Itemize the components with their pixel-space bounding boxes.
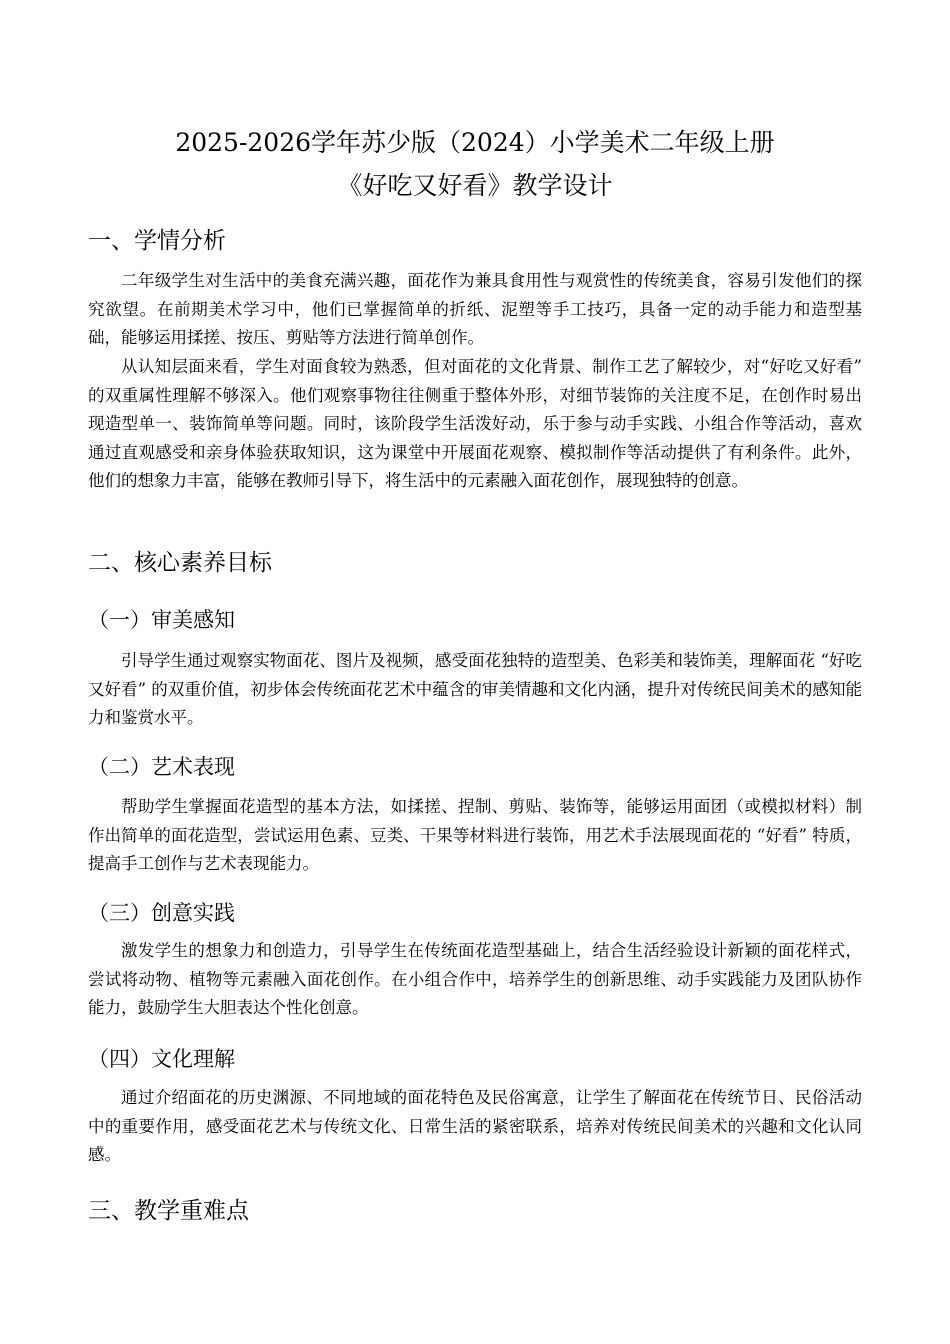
section-heading-key-difficulties: 三、教学重难点 bbox=[88, 1198, 249, 1224]
paragraph-creative-practice: 激发学生的想象力和创造力，引导学生在传统面花造型基础上，结合生活经验设计新颖的面花样式，尝试将动物、植物等元素融入面花创作。在小组合作中，培养学生的创新思维、动手实践能力及团队协作能力，鼓励学生大胆表达个性化创意。 bbox=[88, 941, 862, 1018]
section-heading-core-goals: 二、核心素养目标 bbox=[88, 550, 272, 576]
paragraph-student-analysis-2: 从认知层面来看，学生对面食较为熟悉，但对面花的文化背景、制作工艺了解较少，对“好吃又好看” 的双重属性理解不够深入。他们观察事物往往侧重于整体外形，对细节装饰的关注度不足，在创作时易出现造型单一、装饰简单等问题。同时，该阶段学生活泼好动，乐于参与动手实践、小组合作等活动，喜欢通过直观感受和亲身体验获取知识，这为课堂中开展面花观察、模拟制作等活动提供了有利条件。此外，他们的想象力丰富，能够在教师引导下，将生活中的元素融入面花创作，展现独特的创意。 bbox=[88, 357, 862, 491]
subheading-aesthetic-perception: （一）审美感知 bbox=[88, 608, 235, 632]
document-title-line-1: 2025-2026学年苏少版（2024）小学美术二年级上册 bbox=[175, 128, 775, 157]
subheading-creative-practice: （三）创意实践 bbox=[88, 901, 235, 925]
subheading-artistic-expression: （二）艺术表现 bbox=[88, 755, 235, 779]
subheading-cultural-understanding: （四）文化理解 bbox=[88, 1047, 235, 1071]
paragraph-student-analysis-1: 二年级学生对生活中的美食充满兴趣，面花作为兼具食用性与观赏性的传统美食，容易引发他们的探究欲望。在前期美术学习中，他们已掌握简单的折纸、泥塑等手工技巧，具备一定的动手能力和造型基础，能够运用揉搓、按压、剪贴等方法进行简单创作。 bbox=[88, 271, 862, 348]
section-heading-student-analysis: 一、学情分析 bbox=[88, 228, 226, 254]
paragraph-cultural-understanding: 通过介绍面花的历史渊源、不同地域的面花特色及民俗寓意，让学生了解面花在传统节日、民俗活动中的重要作用，感受面花艺术与传统文化、日常生活的紧密联系，培养对传统民间美术的兴趣和文化认同感。 bbox=[88, 1088, 862, 1165]
paragraph-aesthetic-perception: 引导学生通过观察实物面花、图片及视频，感受面花独特的造型美、色彩美和装饰美，理解面花 “好吃又好看” 的双重价值，初步体会传统面花艺术中蕴含的审美情趣和文化内涵，提升对传统民间美术的感知能力和鉴赏水平。 bbox=[88, 651, 862, 728]
document-title-line-2: 《好吃又好看》教学设计 bbox=[337, 171, 613, 200]
paragraph-artistic-expression: 帮助学生掌握面花造型的基本方法，如揉搓、捏制、剪贴、装饰等，能够运用面团（或模拟材料）制作出简单的面花造型，尝试运用色素、豆类、干果等材料进行装饰，用艺术手法展现面花的 “好看” 特质，提高手工创作与艺术表现能力。 bbox=[88, 797, 862, 874]
